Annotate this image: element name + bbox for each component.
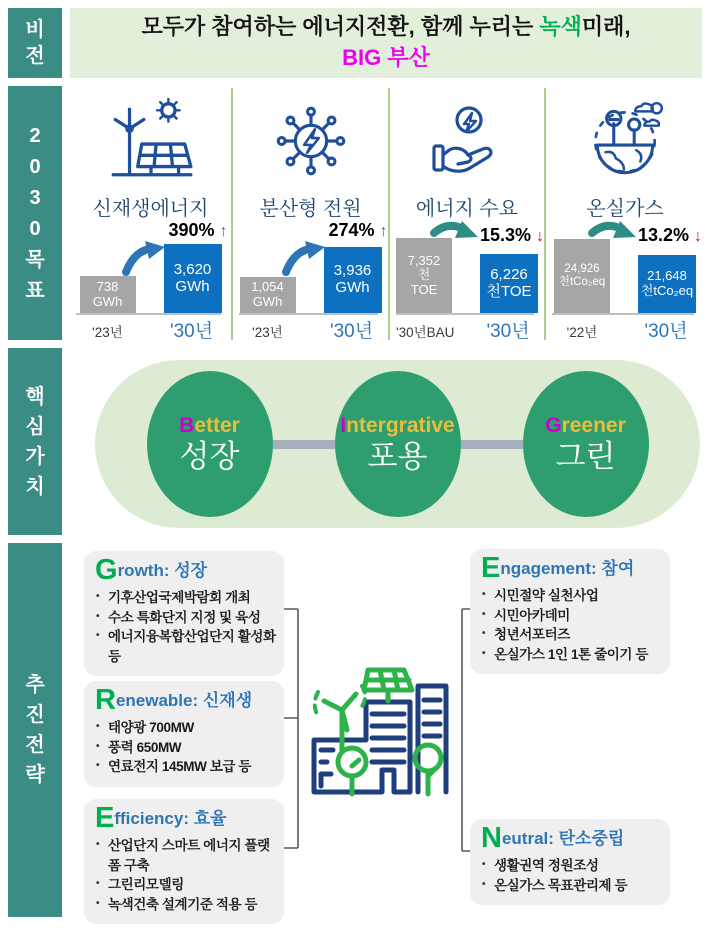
chart-baseline	[396, 313, 534, 315]
bar-value-line: 천	[417, 267, 431, 283]
goal-label: 에너지 수요	[415, 198, 519, 220]
core-value-connector	[461, 440, 523, 449]
percent-change-label	[168, 220, 227, 241]
up-arrow-glyph: ↑	[379, 223, 388, 240]
target-year-label: '30년	[169, 321, 214, 342]
core-value-circle	[147, 371, 273, 517]
core-value-initial: B	[179, 413, 195, 437]
strategy-bullet: • 온실가스 목표관리제 등	[481, 876, 662, 896]
strategy-box-neutral	[470, 819, 670, 905]
chart-baseline	[76, 313, 221, 315]
baseline-bar	[80, 276, 136, 313]
goal-column-renewable-energy	[70, 88, 233, 340]
goal-column-energy-demand	[390, 88, 546, 340]
strategy-bullet: • 기후산업국제박람회 개최	[95, 588, 276, 608]
sidebar-label-char: 3	[29, 186, 41, 209]
strategy-box-renewable	[84, 681, 284, 787]
strategy-initial: R	[95, 684, 116, 716]
target-year-label: '30년	[486, 321, 530, 342]
strategy-box-efficiency	[84, 799, 284, 924]
sidebar-section-2030-goals	[8, 86, 62, 340]
base-year-label: '30년BAU	[396, 325, 455, 340]
strategy-bullet: • 시민절약 실천사업	[481, 586, 662, 606]
percent-value: 13.2%	[637, 225, 694, 245]
strategy-title	[481, 552, 662, 584]
bar-value-line: 24,926	[564, 263, 600, 276]
bar-value-line: GWh	[175, 277, 210, 295]
sidebar-label-char: 2	[29, 124, 41, 147]
target-bar	[638, 255, 696, 313]
sidebar-label-char: 표	[25, 279, 45, 302]
base-year-label: '22년	[566, 325, 598, 340]
goal-label: 분산형 전원	[259, 198, 362, 220]
core-value-rest: ntergrative	[346, 413, 455, 437]
bar-value-line: 738	[96, 278, 119, 294]
strategy-title	[95, 802, 276, 834]
strategy-bullet: • 그린리모델링	[95, 875, 276, 895]
chart-baseline	[552, 313, 694, 315]
sidebar-label-char: 심	[25, 415, 45, 438]
sidebar-label-char: 핵	[25, 385, 45, 408]
bar-value-line: 천tCo₂eq	[558, 276, 606, 288]
base-year-label: '23년	[92, 325, 123, 340]
core-value-english	[545, 414, 626, 437]
core-value-english	[340, 414, 454, 437]
strategy-bullet-list	[95, 718, 276, 777]
percent-value: 274%	[328, 220, 380, 240]
strategy-title-rest: enewable: 신재생	[115, 691, 253, 710]
vision-line2: BIG 부산	[342, 45, 430, 70]
target-bar	[480, 254, 538, 313]
target-bar	[324, 247, 382, 313]
bar-value-line: 1,054	[251, 279, 284, 295]
goal-label: 온실가스	[586, 198, 664, 220]
percent-change-label	[638, 225, 702, 246]
core-value-circle	[335, 371, 461, 517]
percent-value: 15.3%	[479, 225, 536, 245]
vision-green-highlight: 녹색	[539, 14, 582, 40]
bar-value-line: TOE	[410, 281, 438, 297]
target-year-label: '30년	[329, 321, 374, 342]
down-arrow-glyph: ↓	[536, 228, 544, 245]
strategy-bullet: • 에너지융복합산업단지 활성화 등	[95, 627, 276, 666]
target-year-label: '30년	[644, 321, 688, 342]
core-value-circle	[523, 371, 649, 517]
strategy-title	[481, 822, 662, 854]
percent-change-label	[480, 225, 544, 246]
goal-bar-chart	[236, 221, 386, 313]
strategy-bullet: • 청년서포터즈	[481, 625, 662, 645]
strategy-initial: G	[95, 554, 118, 586]
strategy-initial: N	[481, 822, 502, 854]
sidebar-label-char: 략	[25, 764, 45, 786]
strategy-bullet-list	[95, 588, 276, 666]
chart-year-labels	[550, 316, 700, 340]
strategy-bullet: • 산업단지 스마트 에너지 플랫폼 구축	[95, 836, 276, 875]
strategy-bullet: • 연료전지 145MW 보급 등	[95, 757, 276, 777]
baseline-bar	[554, 239, 610, 313]
core-value-initial: G	[545, 413, 562, 437]
vision-line1: 모두가 참여하는 에너지전환, 함께 누리는 녹색미래,	[141, 14, 631, 40]
bar-value-line: GWh	[92, 293, 123, 309]
strategy-bullet: • 시민아카데미	[481, 606, 662, 626]
bar-value-line: 6,226	[490, 265, 528, 283]
goal-column-distributed-power	[233, 88, 390, 340]
strategy-bullet: • 녹색건축 설계기준 적용 등	[95, 895, 276, 915]
target-bar	[164, 244, 222, 313]
sidebar-label-char: 목	[25, 248, 45, 271]
percent-value: 390%	[168, 220, 220, 240]
sidebar-label-char: 치	[25, 475, 45, 498]
core-value-korean: 성장	[179, 439, 240, 474]
sidebar-label-char: 가	[25, 445, 45, 468]
strategy-bullet-list	[481, 856, 662, 895]
strategy-bullet: • 수소 특화단지 지정 및 육성	[95, 608, 276, 628]
sidebar-label-char: 0	[29, 155, 41, 178]
energy-demand-icon	[390, 92, 544, 190]
strategy-title-rest: ngagement: 참여	[500, 559, 635, 578]
increase-curve-arrow-icon	[282, 240, 326, 281]
vision-statement	[70, 8, 702, 78]
bar-value-line: 3,936	[333, 262, 372, 280]
strategy-title-rest: fficiency: 효율	[114, 809, 227, 828]
sidebar-section-core-values	[8, 348, 62, 535]
strategy-initial: E	[481, 552, 501, 584]
greenhouse-gas-icon	[546, 92, 704, 190]
sidebar-label-char: 전	[25, 734, 45, 756]
baseline-bar	[240, 277, 296, 313]
chart-year-labels	[392, 316, 542, 340]
strategy-initial: E	[95, 802, 115, 834]
percent-change-label	[328, 220, 387, 241]
sidebar-section-vision	[8, 8, 62, 78]
bar-value-line: GWh	[335, 279, 370, 296]
goal-column-greenhouse-gas	[546, 88, 704, 340]
strategy-bullet: • 생활권역 정원조성	[481, 856, 662, 876]
sidebar-label-char: 0	[29, 217, 41, 240]
goal-bar-chart	[392, 221, 542, 313]
chart-year-labels	[76, 316, 226, 340]
strategy-bullet: • 태양광 700MW	[95, 718, 276, 738]
green-city-icon	[306, 642, 458, 800]
goal-bar-chart	[550, 221, 700, 313]
chart-year-labels	[236, 316, 386, 340]
core-value-rest: reener	[561, 413, 626, 437]
up-arrow-glyph: ↑	[219, 223, 228, 240]
bar-value-line: GWh	[252, 294, 283, 309]
renewable-energy-icon	[70, 92, 231, 190]
strategy-title-rest: rowth: 성장	[117, 561, 208, 580]
sidebar-label-char: 추	[25, 674, 45, 696]
core-value-initial: I	[340, 413, 347, 437]
distributed-power-icon	[233, 92, 388, 190]
baseline-bar	[396, 238, 452, 313]
strategy-title	[95, 684, 276, 716]
strategy-title-rest: eutral: 탄소중립	[501, 829, 625, 848]
strategy-bullet-list	[95, 836, 276, 914]
goal-bar-chart	[76, 221, 226, 313]
strategy-bullet-list	[481, 586, 662, 664]
sidebar-label-char: 진	[25, 704, 45, 726]
goal-label: 신재생에너지	[92, 198, 209, 220]
increase-curve-arrow-icon	[122, 240, 166, 281]
sidebar-label-char: 비	[25, 19, 45, 41]
core-value-korean: 그린	[555, 439, 616, 474]
base-year-label: '23년	[252, 325, 283, 340]
bar-value-line: 21,648	[647, 268, 687, 284]
core-value-korean: 포용	[367, 439, 428, 474]
strategy-box-engagement	[470, 549, 670, 674]
sidebar-section-strategy	[8, 543, 62, 917]
down-arrow-glyph: ↓	[694, 228, 702, 245]
core-value-english	[179, 414, 240, 437]
strategy-bullet: • 풍력 650MW	[95, 738, 276, 758]
strategy-title	[95, 554, 276, 586]
core-values-container	[95, 360, 700, 528]
bar-value-line: 7,352	[407, 252, 441, 268]
strategy-box-growth	[84, 551, 284, 676]
sidebar-label-char: 전	[25, 45, 45, 67]
bar-value-line: 천tCo₂eq	[640, 283, 694, 298]
strategy-bullet: • 온실가스 1인 1톤 줄이기 등	[481, 645, 662, 665]
bar-value-line: 3,620	[173, 260, 212, 278]
bar-value-line: 천TOE	[486, 282, 532, 300]
chart-baseline	[239, 313, 378, 315]
core-value-rest: etter	[194, 413, 240, 437]
core-value-connector	[273, 440, 335, 449]
